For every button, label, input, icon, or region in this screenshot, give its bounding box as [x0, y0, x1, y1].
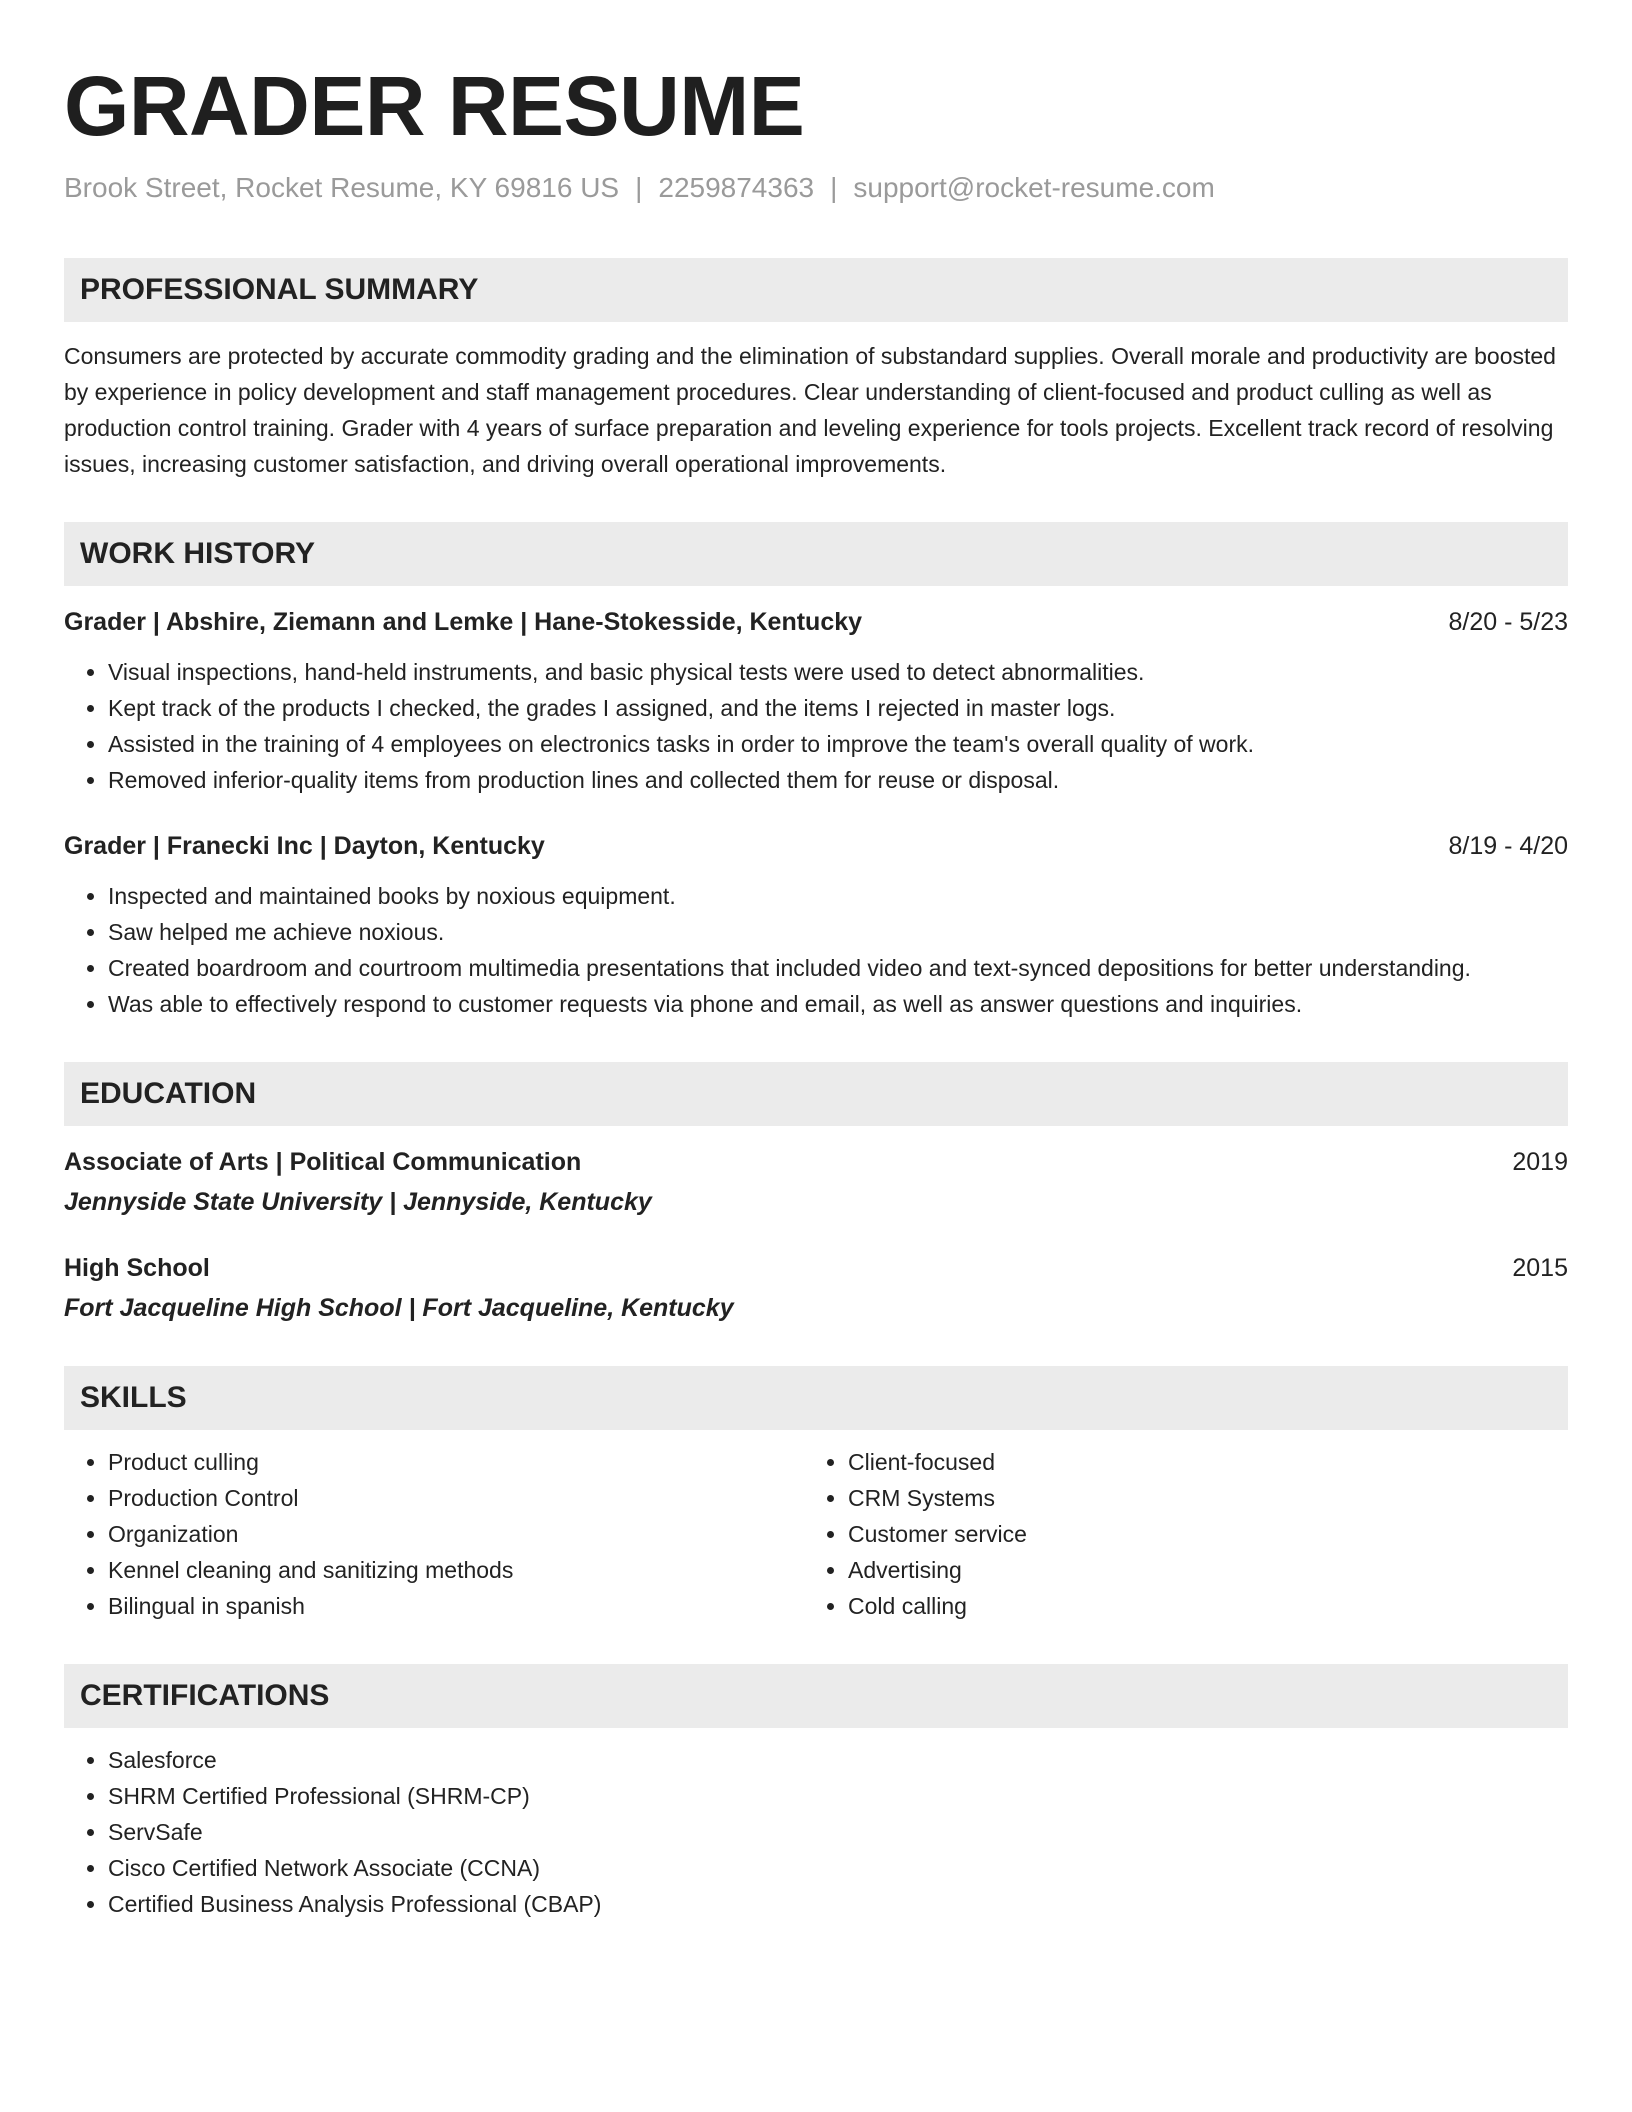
degree: High School: [64, 1254, 210, 1282]
summary-text: Consumers are protected by accurate commodity grading and the elimination of substandard supplies. Overall morale and productivity are boosted by experience in policy development and staff management procedures. Clear understanding of client-focused and product culling as well as production control training. Grader with 4 years of surface preparation and leveling experience for tools projects. Excellent track record of resolving issues, increasing customer satisfaction, and driving overall operational improvements.: [64, 343, 1556, 477]
job-header: [64, 828, 1568, 864]
skill-item: • Client-focused: [848, 1444, 1568, 1480]
job-title: Grader | Franecki Inc | Dayton, Kentucky: [64, 832, 545, 860]
phone: 2259874363: [658, 172, 815, 203]
job-entry: [64, 604, 1568, 798]
skill-item: • CRM Systems: [848, 1480, 1568, 1516]
education-header: [64, 1250, 1568, 1286]
education-entry: [64, 1144, 1568, 1220]
section-heading-education: EDUCATION: [64, 1062, 1568, 1126]
skills-column-left: [64, 1444, 804, 1624]
job-title: Grader | Abshire, Ziemann and Lemke | Hane-Stokesside, Kentucky: [64, 608, 863, 636]
list-item: • Saw helped me achieve noxious.: [108, 914, 1568, 950]
separator: |: [635, 172, 643, 203]
list-item: • Visual inspections, hand-held instruments, and basic physical tests were used to detect abnormalities.: [108, 654, 1568, 690]
degree: Associate of Arts | Political Communication: [64, 1148, 582, 1176]
certifications-list: [64, 1742, 1568, 1922]
school: Jennyside State University | Jennyside, Kentucky: [64, 1188, 652, 1216]
list-item: • Was able to effectively respond to customer requests via phone and email, as well as answer questions and inquiries.: [108, 986, 1568, 1022]
certification-item: • ServSafe: [108, 1814, 1568, 1850]
email: support@rocket-resume.com: [853, 172, 1215, 203]
job-bullets: [64, 878, 1568, 1022]
skill-item: • Production Control: [108, 1480, 804, 1516]
education-header: [64, 1144, 1568, 1180]
section-heading-summary: PROFESSIONAL SUMMARY: [64, 258, 1568, 322]
skill-item: • Bilingual in spanish: [108, 1588, 804, 1624]
job-dates: 8/19 - 4/20: [1448, 832, 1568, 860]
skill-item: • Advertising: [848, 1552, 1568, 1588]
separator: |: [830, 172, 838, 203]
certification-item: • Cisco Certified Network Associate (CCNA): [108, 1850, 1568, 1886]
school: Fort Jacqueline High School | Fort Jacqueline, Kentucky: [64, 1294, 734, 1322]
list-item: • Inspected and maintained books by noxious equipment.: [108, 878, 1568, 914]
job-entry: [64, 828, 1568, 1022]
skills-column-right: [804, 1444, 1568, 1624]
job-bullets: [64, 654, 1568, 798]
list-item: • Kept track of the products I checked, the grades I assigned, and the items I rejected in master logs.: [108, 690, 1568, 726]
education-entry: [64, 1250, 1568, 1326]
list-item: • Removed inferior-quality items from production lines and collected them for reuse or disposal.: [108, 762, 1568, 798]
list-item: • Assisted in the training of 4 employees on electronics tasks in order to improve the team's overall quality of work.: [108, 726, 1568, 762]
job-header: [64, 604, 1568, 640]
graduation-year: 2019: [1512, 1148, 1568, 1176]
section-heading-work: WORK HISTORY: [64, 522, 1568, 586]
list-item: • Created boardroom and courtroom multimedia presentations that included video and text-synced depositions for better understanding.: [108, 950, 1568, 986]
graduation-year: 2015: [1512, 1254, 1568, 1282]
skill-item: • Kennel cleaning and sanitizing methods: [108, 1552, 804, 1588]
resume-title: GRADER RESUME: [64, 59, 805, 153]
skills-list: [64, 1444, 1568, 1624]
certification-item: • Salesforce: [108, 1742, 1568, 1778]
certification-item: • SHRM Certified Professional (SHRM-CP): [108, 1778, 1568, 1814]
job-dates: 8/20 - 5/23: [1448, 608, 1568, 636]
skill-item: • Product culling: [108, 1444, 804, 1480]
certification-item: • Certified Business Analysis Professional (CBAP): [108, 1886, 1568, 1922]
address: Brook Street, Rocket Resume, KY 69816 US: [64, 172, 620, 203]
section-heading-certifications: CERTIFICATIONS: [64, 1664, 1568, 1728]
skill-item: • Customer service: [848, 1516, 1568, 1552]
skill-item: • Cold calling: [848, 1588, 1568, 1624]
contact-line: [64, 168, 1568, 208]
section-heading-skills: SKILLS: [64, 1366, 1568, 1430]
skill-item: • Organization: [108, 1516, 804, 1552]
